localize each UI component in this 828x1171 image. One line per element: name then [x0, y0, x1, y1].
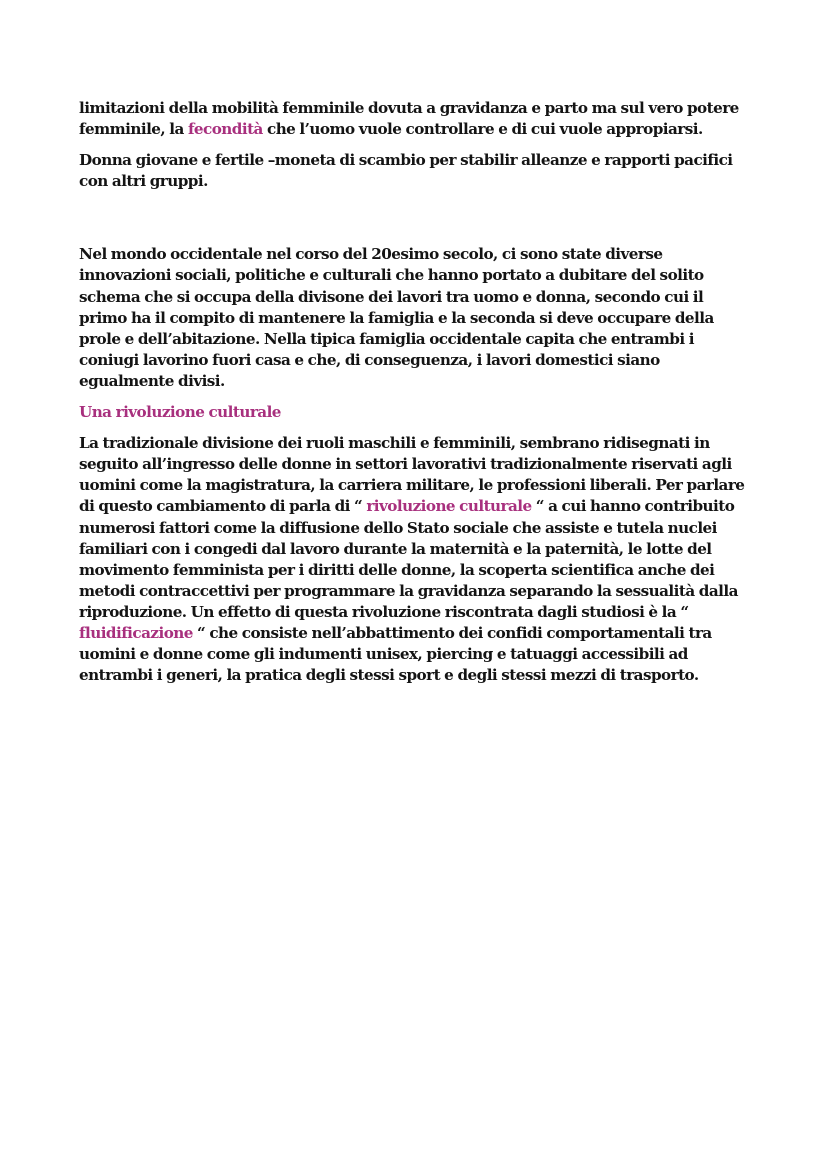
paragraph-fecondita [79, 98, 751, 140]
highlight-term-fecondita: fecondità [187, 120, 263, 139]
paragraph-donna-giovane: Donna giovane e fertile –moneta di scambio per stabilir alleanze e rapporti pacifici con altri gruppi. [79, 151, 733, 191]
paragraph-text: limitazioni della mobilità femminile dovuta a gravidanza e parto ma sul vero potere femminile, la [79, 99, 739, 139]
highlight-term-rivoluzione-culturale: rivoluzione culturale [366, 497, 532, 516]
document-page [79, 98, 751, 686]
paragraph-mondo-occidentale: Nel mondo occidentale nel corso del 20esimo secolo, ci sono state diverse innovazioni sociali, politiche e culturali che hanno portato a dubitare del solito schema che si occupa della divisone dei lavori tra uomo e donna, secondo cui il primo ha il compito di mantenere la famiglia e la seconda si deve occupare della prole e dell’abitazione. Nella tipica famiglia occidentale capita che entrambi i coniugi lavorino fuori casa e che, di conseguenza, i lavori domestici siano egualmente divisi. [79, 245, 714, 390]
paragraph-text: “ che consiste nell’abbattimento dei confidi comportamentali tra uomini e donne come gli indumenti unisex, piercing e tatuaggi accessibili ad entrambi i generi, la pratica degli stessi sport e degli stessi mezzi di trasporto. [79, 623, 712, 685]
paragraph-rivoluzione [79, 433, 751, 686]
section-heading: Una rivoluzione culturale [79, 403, 281, 422]
highlight-term-fluidificazione: fluidificazione [79, 623, 193, 642]
paragraph-text: “ a cui hanno contribuito numerosi fattori come la diffusione dello Stato sociale che assiste e tutela nuclei familiari con i congedi dal lavoro durante la maternità e la paternità, le lotte del movimento femminista per i diritti delle donne, la scoperta scientifica anche dei metodi contraccettivi per programmare la gravidanza separando la sessualità dalla riproduzione. Un effetto di questa rivoluzione riscontrata dagli studiosi è la “ [79, 497, 738, 621]
paragraph-text: La tradizionale divisione dei ruoli maschili e femminili, sembrano ridisegnati in seguito all’ingresso delle donne in settori lavorativi tradizionalmente riservati agli uomini come la magistratura, la carriera militare, le professioni liberali. Per parlare di questo cambiamento di parla di “ [79, 434, 745, 516]
paragraph-text: che l’uomo vuole controllare e di cui vuole appropiarsi. [262, 120, 703, 139]
